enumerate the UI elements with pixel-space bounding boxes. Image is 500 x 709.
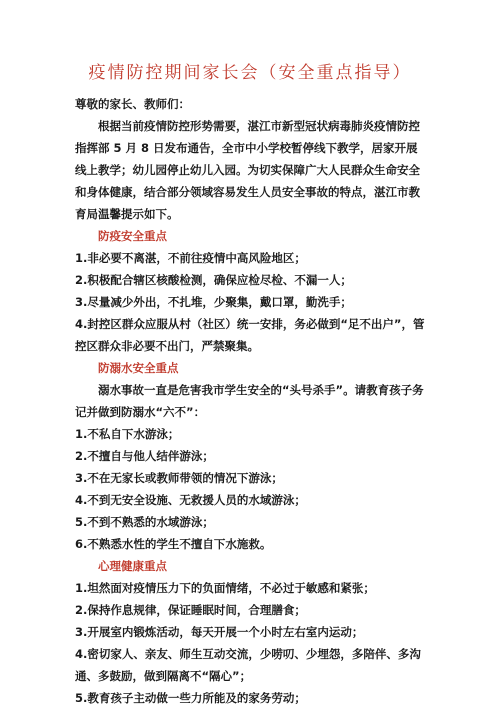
list-item: 4.封控区群众应服从村（社区）统一安排，务必做到“足不出户”，管控区群众非必要不出门，严禁聚集。 bbox=[75, 317, 425, 353]
list-item: 2.不擅自与他人结伴游泳； bbox=[75, 449, 214, 463]
intro-paragraph: 根据当前疫情防控形势需要，湛江市新型冠状病毒肺炎疫情防控指挥部 5 月 8 日发布通告，全市中小学校暂停线下教学，居家开展线上教学；幼儿园停止幼儿入园。为切实保障广大人民群众生命安全和身体健康，结合部分领域容易发生人员安全事故的特点，湛江市教育局温馨提示如下。 bbox=[75, 119, 420, 221]
section-intro: 溺水事故一直是危害我市学生安全的“头号杀手”。请教育孩子务记并做到防溺水“六不”： bbox=[75, 383, 424, 419]
list-item: 1.不私自下水游泳； bbox=[75, 427, 180, 441]
list-item: 3.开展室内锻炼活动，每天开展一个小时左右室内运动； bbox=[75, 625, 364, 639]
section-heading-drowning: 防溺水安全重点 bbox=[98, 361, 179, 375]
list-item: 3.不在无家长或教师带领的情况下游泳； bbox=[75, 471, 283, 485]
section-heading-epidemic: 防疫安全重点 bbox=[98, 229, 167, 243]
list-item: 4.密切家人、亲友、师生互动交流，少唠叨、少埋怨，多陪伴、多沟通、多鼓励，做到隔离不“隔心”； bbox=[75, 647, 421, 683]
list-item: 1.非必要不离湛，不前往疫情中高风险地区； bbox=[75, 251, 306, 265]
list-item: 5.教育孩子主动做一些力所能及的家务劳动； bbox=[75, 691, 306, 705]
list-item: 4.不到无安全设施、无救援人员的水域游泳； bbox=[75, 493, 306, 507]
list-item: 5.不到不熟悉的水域游泳； bbox=[75, 515, 214, 529]
list-item: 2.保持作息规律，保证睡眠时间，合理膳食； bbox=[75, 603, 306, 617]
list-item: 1.坦然面对疫情压力下的负面情绪，不必过于敏感和紧张； bbox=[75, 581, 375, 595]
page-title: 疫情防控期间家长会（安全重点指导） bbox=[88, 63, 412, 83]
list-item: 3.尽量减少外出，不扎堆，少聚集，戴口罩，勤洗手； bbox=[75, 295, 352, 309]
list-item: 6.不熟悉水性的学生不擅自下水施救。 bbox=[75, 537, 272, 551]
greeting: 尊敬的家长、教师们： bbox=[75, 97, 190, 111]
section-heading-mental-health: 心理健康重点 bbox=[98, 559, 167, 573]
document-body bbox=[75, 93, 427, 709]
list-item: 2.积极配合辖区核酸检测，确保应检尽检、不漏一人； bbox=[75, 273, 352, 287]
